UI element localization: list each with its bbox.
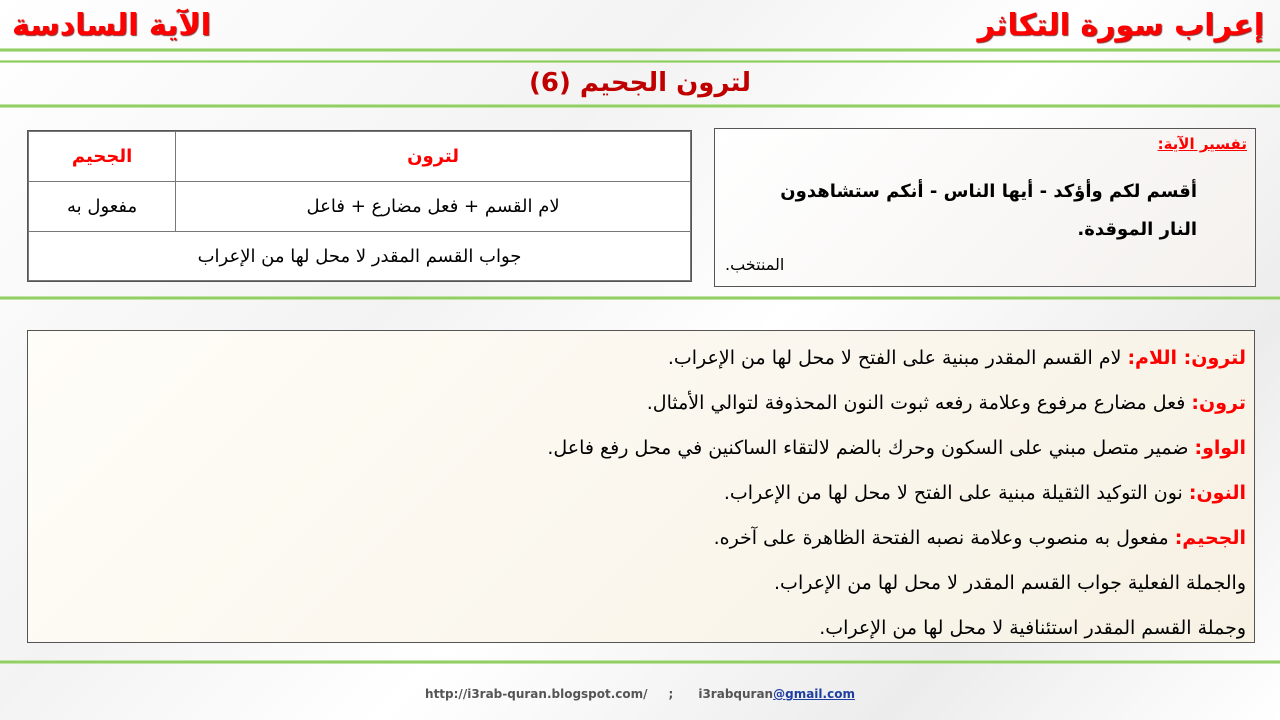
table-cell-litarawunna: لام القسم + فعل مضارع + فاعل [176, 182, 691, 232]
irab-line [28, 517, 1246, 562]
irab-key: لترون: اللام: [1127, 347, 1246, 369]
irab-key: النون: [1188, 482, 1246, 504]
irab-key: الواو: [1194, 437, 1246, 459]
table-header-litarawunna: لترون [176, 132, 691, 182]
irab-line [28, 427, 1246, 472]
irab-text: والجملة الفعلية جواب القسم المقدر لا محل لها من الإعراب. [774, 572, 1246, 594]
green-divider-ayah [0, 104, 1280, 108]
footer-email-user[interactable]: i3rabquran [698, 687, 774, 701]
footer-blog-url[interactable]: http://i3rab-quran.blogspot.com/ [425, 687, 648, 701]
tafsir-source: المنتخب. [725, 255, 785, 274]
irab-text: وجملة القسم المقدر استئنافية لا محل لها من الإعراب. [819, 617, 1246, 639]
slide-title: إعراب سورة التكاثر [977, 8, 1264, 43]
tafsir-box [714, 128, 1256, 287]
irab-summary-table [27, 130, 692, 282]
table-header-aljahim: الجحيم [29, 132, 176, 182]
green-divider-middle [0, 296, 1280, 300]
green-divider-top [0, 48, 1280, 52]
green-divider-top-2 [0, 60, 1280, 63]
table-cell-aljahim: مفعول به [29, 182, 176, 232]
verse-number-title: الآية السادسة [12, 8, 211, 43]
tafsir-label: تفسير الآية: [1157, 135, 1247, 153]
footer [0, 687, 1280, 701]
tafsir-text: أقسم لكم وأؤكد - أيها الناس - أنكم ستشاهدون النار الموقدة. [780, 181, 1197, 240]
footer-separator: ; [668, 687, 674, 701]
irab-text: ضمير متصل مبني على السكون وحرك بالضم لالتقاء الساكنين في محل رفع فاعل. [547, 437, 1195, 459]
table-cell-sentence: جواب القسم المقدر لا محل لها من الإعراب [29, 232, 691, 281]
footer-email-domain[interactable]: @gmail.com [773, 687, 855, 701]
irab-text: نون التوكيد الثقيلة مبنية على الفتح لا محل لها من الإعراب. [723, 482, 1189, 504]
irab-text: فعل مضارع مرفوع وعلامة رفعه ثبوت النون المحذوفة لتوالي الأمثال. [646, 392, 1192, 414]
irab-line [28, 472, 1246, 517]
irab-text: مفعول به منصوب وعلامة نصبه الفتحة الظاهرة على آخره. [713, 527, 1175, 549]
irab-line [28, 562, 1246, 607]
irab-key: الجحيم: [1174, 527, 1246, 549]
irab-line [28, 337, 1246, 382]
ayah-text: لترون الجحيم (6) [528, 68, 752, 98]
irab-line [28, 607, 1246, 652]
green-divider-bottom [0, 660, 1280, 664]
irab-line [28, 382, 1246, 427]
irab-detail-box [27, 330, 1255, 643]
irab-text: لام القسم المقدر مبنية على الفتح لا محل لها من الإعراب. [667, 347, 1128, 369]
irab-key: ترون: [1191, 392, 1246, 414]
